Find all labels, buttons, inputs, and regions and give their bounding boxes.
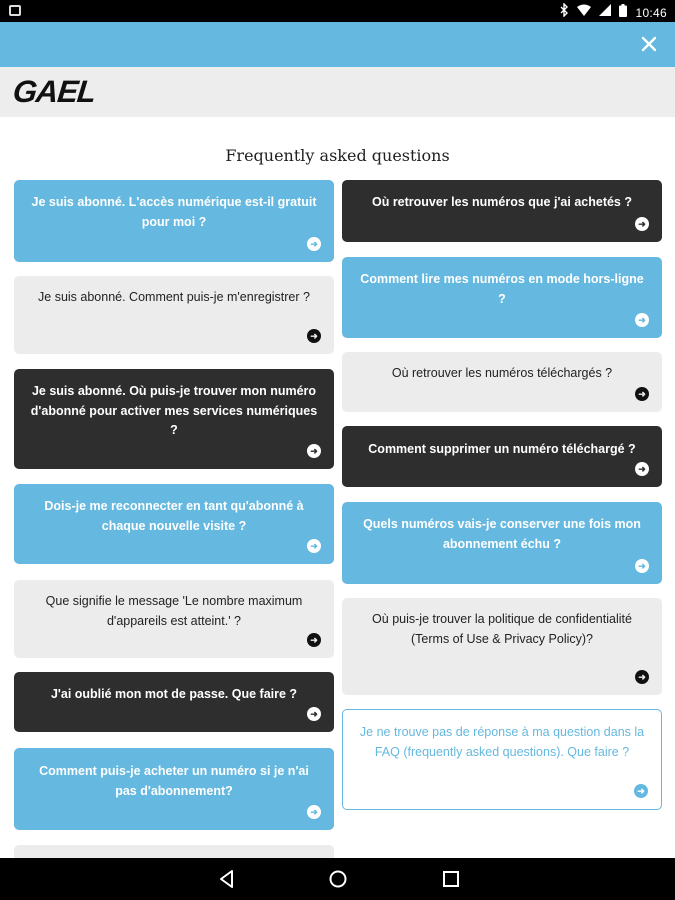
arrow-right-icon: ➜ xyxy=(635,313,649,327)
notification-icon xyxy=(9,5,21,16)
faq-item[interactable] xyxy=(14,369,334,469)
bluetooth-icon xyxy=(560,3,569,22)
back-triangle-icon[interactable] xyxy=(216,868,238,890)
wifi-icon xyxy=(577,4,591,21)
faq-question: Je suis abonné. L'accès numérique est-il gratuit pour moi ? xyxy=(31,195,317,229)
arrow-right-icon: ➜ xyxy=(307,633,321,647)
arrow-right-icon: ➜ xyxy=(635,217,649,231)
faq-question: Où puis-je trouver la politique de confidentialité (Terms of Use & Privacy Policy)? xyxy=(372,612,632,646)
faq-question: Comment lire mes numéros en mode hors-ligne ? xyxy=(360,272,644,306)
faq-item[interactable] xyxy=(14,180,334,262)
status-icons xyxy=(560,3,667,22)
recent-square-icon[interactable] xyxy=(440,868,462,890)
brand-band xyxy=(0,67,675,117)
top-bar xyxy=(0,22,675,67)
arrow-right-icon: ➜ xyxy=(634,784,648,798)
faq-item[interactable] xyxy=(342,598,662,695)
home-circle-icon[interactable] xyxy=(327,868,349,890)
close-icon[interactable] xyxy=(637,32,661,56)
arrow-right-icon: ➜ xyxy=(307,539,321,553)
battery-icon xyxy=(619,4,627,22)
faq-item[interactable] xyxy=(14,484,334,564)
arrow-right-icon: ➜ xyxy=(635,670,649,684)
faq-question: J'ai oublié mon mot de passe. Que faire ? xyxy=(50,687,298,701)
faq-item-partial[interactable] xyxy=(14,845,334,858)
arrow-right-icon: ➜ xyxy=(307,707,321,721)
faq-item[interactable] xyxy=(342,426,662,487)
faq-question: Je suis abonné. Où puis-je trouver mon numéro d'abonné pour activer mes services numériques ? xyxy=(30,384,318,437)
faq-question: Où retrouver les numéros téléchargés ? xyxy=(391,366,613,380)
brand-logo: GAEL xyxy=(11,74,98,109)
arrow-right-icon: ➜ xyxy=(307,329,321,343)
faq-question: Quels numéros vais-je conserver une fois mon abonnement échu ? xyxy=(363,517,641,551)
arrow-right-icon: ➜ xyxy=(635,462,649,476)
page-title: Frequently asked questions xyxy=(225,146,450,165)
arrow-right-icon: ➜ xyxy=(307,444,321,458)
faq-question: Je ne trouve pas de réponse à ma question dans la FAQ (frequently asked questions). Que faire ? xyxy=(359,725,645,759)
faq-item[interactable] xyxy=(14,748,334,830)
faq-item[interactable] xyxy=(342,257,662,338)
faq-item[interactable] xyxy=(342,709,662,810)
arrow-right-icon: ➜ xyxy=(307,805,321,819)
arrow-right-icon: ➜ xyxy=(635,387,649,401)
faq-item[interactable] xyxy=(14,580,334,658)
status-time: 10:46 xyxy=(635,5,667,20)
arrow-right-icon: ➜ xyxy=(307,237,321,251)
faq-question: Je suis abonné. Comment puis-je m'enregistrer ? xyxy=(38,290,310,304)
faq-question: Comment supprimer un numéro téléchargé ? xyxy=(368,442,636,456)
faq-item[interactable] xyxy=(342,352,662,412)
faq-item[interactable] xyxy=(342,180,662,242)
faq-question: Dois-je me reconnecter en tant qu'abonné à chaque nouvelle visite ? xyxy=(44,499,304,533)
faq-item[interactable] xyxy=(342,502,662,584)
faq-question: Où retrouver les numéros que j'ai achetés ? xyxy=(371,195,632,209)
signal-icon xyxy=(599,4,611,21)
faq-question: Comment puis-je acheter un numéro si je n'ai pas d'abonnement? xyxy=(39,764,309,798)
status-bar xyxy=(0,0,675,22)
faq-item[interactable] xyxy=(14,672,334,732)
faq-question: Que signifie le message 'Le nombre maximum d'appareils est atteint.' ? xyxy=(45,594,303,628)
faq-item[interactable] xyxy=(14,276,334,354)
system-nav-bar xyxy=(0,858,675,900)
arrow-right-icon: ➜ xyxy=(635,559,649,573)
